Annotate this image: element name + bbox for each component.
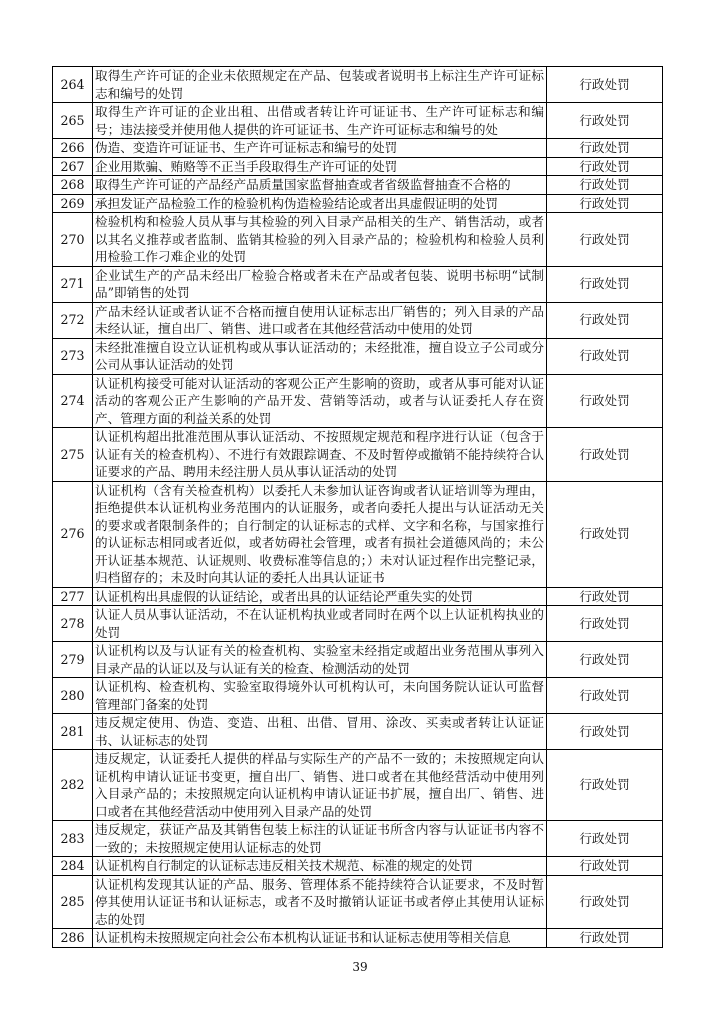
- item-type: 行政处罚: [547, 750, 663, 821]
- table-row: [53, 750, 663, 821]
- table-row: [53, 302, 663, 338]
- item-description: 认证机构自行制定的认证标志违反相关技术规范、标准的规定的处罚: [93, 857, 547, 876]
- page-number: 39: [352, 960, 368, 974]
- table-row: [53, 587, 663, 606]
- item-number: 265: [53, 103, 93, 139]
- item-number: 266: [53, 139, 93, 158]
- item-type: 行政处罚: [547, 857, 663, 876]
- item-type: 行政处罚: [547, 481, 663, 587]
- item-description: 认证机构以及与认证有关的检查机构、实验室未经指定或超出业务范围从事列入目录产品的认证以及与认证有关的检查、检测活动的处罚: [93, 642, 547, 678]
- table-row: [53, 428, 663, 482]
- table-row: [53, 929, 663, 948]
- item-number: 286: [53, 929, 93, 948]
- item-number: 281: [53, 714, 93, 750]
- item-description: 检验机构和检验人员从事与其检验的列入目录产品相关的生产、销售活动，或者以其名义推荐或者监制、监销其检验的列入目录产品的；检验机构和检验人员利用检验工作刁难企业的处罚: [93, 213, 547, 267]
- item-type: 行政处罚: [547, 266, 663, 302]
- item-description: 认证机构超出批准范围从事认证活动、不按照规定规范和程序进行认证（包含于认证有关的检查机构）、不进行有效跟踪调查、不及时暂停或撤销不能持续符合认证要求的产品、聘用未经注册人员从事认证活动的处罚: [93, 428, 547, 482]
- table-row: [53, 714, 663, 750]
- table-row: [53, 213, 663, 267]
- item-type: 行政处罚: [547, 642, 663, 678]
- item-number: 283: [53, 821, 93, 857]
- item-type: 行政处罚: [547, 194, 663, 213]
- item-number: 274: [53, 374, 93, 428]
- table-row: [53, 857, 663, 876]
- item-type: 行政处罚: [547, 821, 663, 857]
- table-row: [53, 821, 663, 857]
- item-type: 行政处罚: [547, 338, 663, 374]
- table-row: [53, 67, 663, 103]
- item-description: 认证机构接受可能对认证活动的客观公正产生影响的资助，或者从事可能对认证活动的客观公正产生影响的产品开发、营销等活动，或者与认证委托人存在资产、管理方面的利益关系的处罚: [93, 374, 547, 428]
- table-row: [53, 176, 663, 195]
- item-description: 企业用欺骗、贿赂等不正当手段取得生产许可证的处罚: [93, 157, 547, 176]
- item-description: 认证机构发现其认证的产品、服务、管理体系不能持续符合认证要求，不及时暂停其使用认证证书和认证标志，或者不及时撤销认证证书或者停止其使用认证标志的处罚: [93, 875, 547, 929]
- item-number: 282: [53, 750, 93, 821]
- item-description: 认证机构未按照规定向社会公布本机构认证证书和认证标志使用等相关信息: [93, 929, 547, 948]
- penalty-table: [52, 66, 663, 948]
- item-type: 行政处罚: [547, 213, 663, 267]
- item-description: 认证机构、检查机构、实验室取得境外认可机构认可，未向国务院认证认可监督管理部门备案的处罚: [93, 678, 547, 714]
- item-description: 取得生产许可证的企业出租、出借或者转让许可证证书、生产许可证标志和编号；违法接受并使用他人提供的许可证证书、生产许可证标志和编号的处: [93, 103, 547, 139]
- item-type: 行政处罚: [547, 606, 663, 642]
- item-type: 行政处罚: [547, 929, 663, 948]
- item-number: 275: [53, 428, 93, 482]
- item-number: 270: [53, 213, 93, 267]
- table-row: [53, 642, 663, 678]
- item-number: 273: [53, 338, 93, 374]
- table-row: [53, 157, 663, 176]
- item-type: 行政处罚: [547, 67, 663, 103]
- item-type: 行政处罚: [547, 302, 663, 338]
- item-description: 违反规定，获证产品及其销售包装上标注的认证证书所含内容与认证证书内容不一致的；未按照规定使用认证标志的处罚: [93, 821, 547, 857]
- item-number: 276: [53, 481, 93, 587]
- table-row: [53, 103, 663, 139]
- item-number: 280: [53, 678, 93, 714]
- item-number: 284: [53, 857, 93, 876]
- table-row: [53, 338, 663, 374]
- item-number: 268: [53, 176, 93, 195]
- item-type: 行政处罚: [547, 714, 663, 750]
- item-description: 认证人员从事认证活动，不在认证机构执业或者同时在两个以上认证机构执业的处罚: [93, 606, 547, 642]
- item-number: 271: [53, 266, 93, 302]
- item-description: 违反规定使用、伪造、变造、出租、出借、冒用、涂改、买卖或者转让认证证书、认证标志的处罚: [93, 714, 547, 750]
- table-row: [53, 266, 663, 302]
- item-number: 272: [53, 302, 93, 338]
- table-row: [53, 194, 663, 213]
- table-row: [53, 374, 663, 428]
- item-type: 行政处罚: [547, 587, 663, 606]
- item-number: 278: [53, 606, 93, 642]
- item-description: 取得生产许可证的企业未依照规定在产品、包装或者说明书上标注生产许可证标志和编号的处罚: [93, 67, 547, 103]
- item-description: 认证机构（含有关检查机构）以委托人未参加认证咨询或者认证培训等为理由，拒绝提供本认证机构业务范围内的认证服务，或者向委托人提出与认证活动无关的要求或者限制条件的；自行制定的认证标志的式样、文字和名称，与国家推行的认证标志相同或者近似，或者妨碍社会管理，或者有损社会道德风尚的；未公开认证基本规范、认证规则、收费标准等信息的；）未对认证过程作出完整记录，归档留存的；未及时向其认证的委托人出具认证证书: [93, 481, 547, 587]
- item-type: 行政处罚: [547, 678, 663, 714]
- item-number: 267: [53, 157, 93, 176]
- item-type: 行政处罚: [547, 103, 663, 139]
- item-description: 承担发证产品检验工作的检验机构伪造检验结论或者出具虚假证明的处罚: [93, 194, 547, 213]
- table-row: [53, 481, 663, 587]
- item-type: 行政处罚: [547, 157, 663, 176]
- item-number: 269: [53, 194, 93, 213]
- item-description: 产品未经认证或者认证不合格而擅自使用认证标志出厂销售的；列入目录的产品未经认证，擅自出厂、销售、进口或者在其他经营活动中使用的处罚: [93, 302, 547, 338]
- table-row: [53, 678, 663, 714]
- item-number: 264: [53, 67, 93, 103]
- table-row: [53, 875, 663, 929]
- item-description: 企业试生产的产品未经出厂检验合格或者未在产品或者包装、说明书标明“试制品”即销售的处罚: [93, 266, 547, 302]
- table-row: [53, 606, 663, 642]
- item-description: 伪造、变造许可证证书、生产许可证标志和编号的处罚: [93, 139, 547, 158]
- item-number: 285: [53, 875, 93, 929]
- item-type: 行政处罚: [547, 875, 663, 929]
- item-description: 违反规定，认证委托人提供的样品与实际生产的产品不一致的；未按照规定向认证机构申请认证证书变更，擅自出厂、销售、进口或者在其他经营活动中使用列入目录产品的；未按照规定向认证机构申请认证证书扩展，擅自出厂、销售、进口或者在其他经营活动中使用列入目录产品的处罚: [93, 750, 547, 821]
- item-description: 未经批准擅自设立认证机构或从事认证活动的；未经批准，擅自设立子公司或分公司从事认证活动的处罚: [93, 338, 547, 374]
- item-type: 行政处罚: [547, 374, 663, 428]
- item-type: 行政处罚: [547, 139, 663, 158]
- item-number: 279: [53, 642, 93, 678]
- item-number: 277: [53, 587, 93, 606]
- item-description: 认证机构出具虚假的认证结论，或者出具的认证结论严重失实的处罚: [93, 587, 547, 606]
- item-type: 行政处罚: [547, 176, 663, 195]
- item-type: 行政处罚: [547, 428, 663, 482]
- item-description: 取得生产许可证的产品经产品质量国家监督抽查或者省级监督抽查不合格的: [93, 176, 547, 195]
- table-row: [53, 139, 663, 158]
